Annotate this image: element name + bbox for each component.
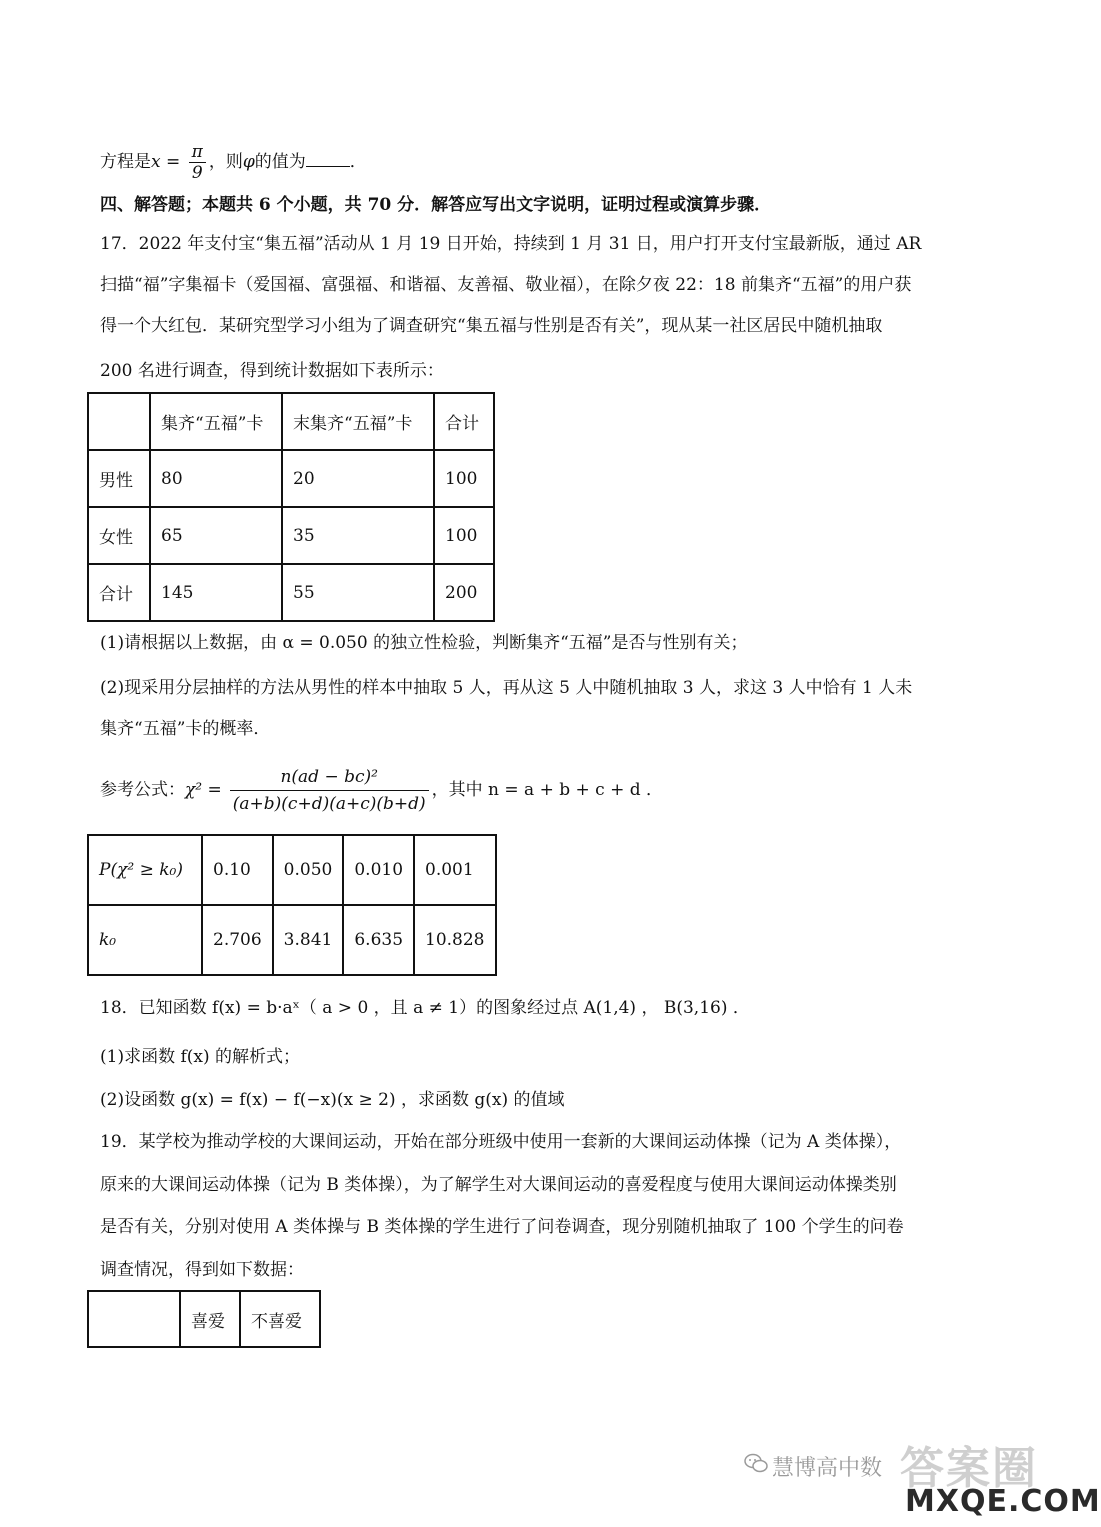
table-cell: 合计	[434, 393, 494, 450]
table-cell: 女性	[88, 507, 150, 564]
intro-line	[100, 140, 367, 184]
table-cell: 100	[434, 450, 494, 507]
chi-square-fraction	[230, 764, 429, 817]
intro-post1: ，则	[208, 152, 243, 172]
watermark-logo: 答案圈	[900, 1443, 1038, 1494]
section-heading: 四、解答题；本题共 6 个小题，共 70 分．解答应写出文字说明，证明过程或演算步骤．	[100, 195, 772, 215]
q18-stem: 18．已知函数 f(x) = b·aˣ（ a > 0 ，且 a ≠ 1）的图象经过点 A(1,4) ， B(3,16) ．	[100, 998, 750, 1018]
formula-label: 参考公式：	[100, 780, 185, 800]
intro-var: x	[151, 152, 161, 172]
table-cell: 35	[282, 507, 434, 564]
formula-denominator: (a+b)(c+d)(a+c)(b+d)	[232, 794, 426, 814]
formula-lhs: χ² =	[185, 780, 222, 800]
q17-part-2a: (2)现采用分层抽样的方法从男性的样本中抽取 5 人，再从这 5 人中随机抽取 3 人，求这 3 人中恰有 1 人未	[100, 678, 913, 698]
intro-pre: 方程是	[100, 152, 151, 172]
intro-end: ．	[349, 152, 367, 172]
table-cell: 65	[150, 507, 282, 564]
q19-line-2: 原来的大课间运动体操（记为 B 类体操），为了解学生对大课间运动的喜爱程度与使用大课间运动体操类别	[100, 1175, 897, 1195]
table-cell: 55	[282, 564, 434, 621]
table-row	[88, 835, 496, 905]
table-cell: 0.050	[273, 835, 344, 905]
table-cell: 6.635	[343, 905, 414, 975]
table-cell: 200	[434, 564, 494, 621]
q17-line-4: 200 名进行调查，得到统计数据如下表所示：	[100, 361, 444, 381]
wechat-icon	[744, 1452, 768, 1474]
table-cell: 集齐“五福”卡	[150, 393, 282, 450]
formula-tail: ，其中 n = a + b + c + d ．	[431, 780, 664, 800]
q18-part-2: (2)设函数 g(x) = f(x) − f(−x)(x ≥ 2) ，求函数 g(x) 的值域	[100, 1090, 565, 1110]
table-row	[88, 393, 494, 450]
table-cell: 80	[150, 450, 282, 507]
formula-numerator: n(ad − bc)²	[230, 764, 429, 791]
q17-data-table	[87, 392, 495, 622]
q17-line-3: 得一个大红包．某研究型学习小组为了调查研究“集五福与性别是否有关”，现从某一社区居民中随机抽取	[100, 316, 883, 336]
table-row	[88, 1291, 320, 1347]
frac-den: 9	[191, 163, 203, 183]
q19-line-1: 19．某学校为推动学校的大课间运动，开始在部分班级中使用一套新的大课间运动体操（记为 A 类体操），	[100, 1132, 902, 1152]
table-row	[88, 905, 496, 975]
intro-post2: 的值为	[254, 152, 306, 172]
table-row	[88, 507, 494, 564]
chi-square-critical-table	[87, 834, 497, 976]
table-cell: 喜爱	[180, 1291, 240, 1347]
table-cell: 合计	[88, 564, 150, 621]
table-cell: 20	[282, 450, 434, 507]
table-cell: 末集齐“五福”卡	[282, 393, 434, 450]
table-row	[88, 564, 494, 621]
watermark-url: MXQE.COM	[905, 1484, 1101, 1519]
q19-line-4: 调查情况，得到如下数据：	[100, 1260, 304, 1280]
reference-formula	[100, 762, 663, 818]
table-cell	[88, 393, 150, 450]
q17-part-1: (1)请根据以上数据，由 α = 0.050 的独立性检验，判断集齐“五福”是否与性别有关；	[100, 633, 748, 653]
answer-blank	[306, 150, 350, 167]
q18-part-1: (1)求函数 f(x) 的解析式；	[100, 1047, 301, 1067]
table-cell: 0.001	[414, 835, 495, 905]
table-cell: 不喜爱	[240, 1291, 320, 1347]
frac-num: π	[189, 142, 206, 163]
table-cell: 145	[150, 564, 282, 621]
q17-line-2: 扫描“福”字集福卡（爱国福、富强福、和谐福、友善福、敬业福），在除夕夜 22：18 前集齐“五福”的用户获	[100, 275, 912, 295]
table-cell: 100	[434, 507, 494, 564]
q19-data-table	[87, 1290, 321, 1348]
table-cell	[88, 1291, 180, 1347]
table-cell: 3.841	[273, 905, 344, 975]
q17-part-2b: 集齐“五福”卡的概率．	[100, 719, 271, 739]
table-cell: 男性	[88, 450, 150, 507]
table-cell: k₀	[88, 905, 202, 975]
pi-over-nine-fraction	[189, 142, 206, 183]
intro-phi: φ	[242, 152, 255, 172]
intro-eq: =	[160, 152, 186, 172]
table-cell: 2.706	[202, 905, 273, 975]
q17-line-1: 17．2022 年支付宝“集五福”活动从 1 月 19 日开始，持续到 1 月 31 日，用户打开支付宝最新版，通过 AR	[100, 234, 922, 254]
table-cell: 0.10	[202, 835, 273, 905]
table-cell: P(χ² ≥ k₀)	[88, 835, 202, 905]
watermark-account-name: 慧博高中数	[772, 1456, 883, 1481]
table-row	[88, 450, 494, 507]
table-cell: 10.828	[414, 905, 495, 975]
table-cell: 0.010	[343, 835, 414, 905]
q19-line-3: 是否有关，分别对使用 A 类体操与 B 类体操的学生进行了问卷调查，现分别随机抽取了 100 个学生的问卷	[100, 1217, 904, 1237]
